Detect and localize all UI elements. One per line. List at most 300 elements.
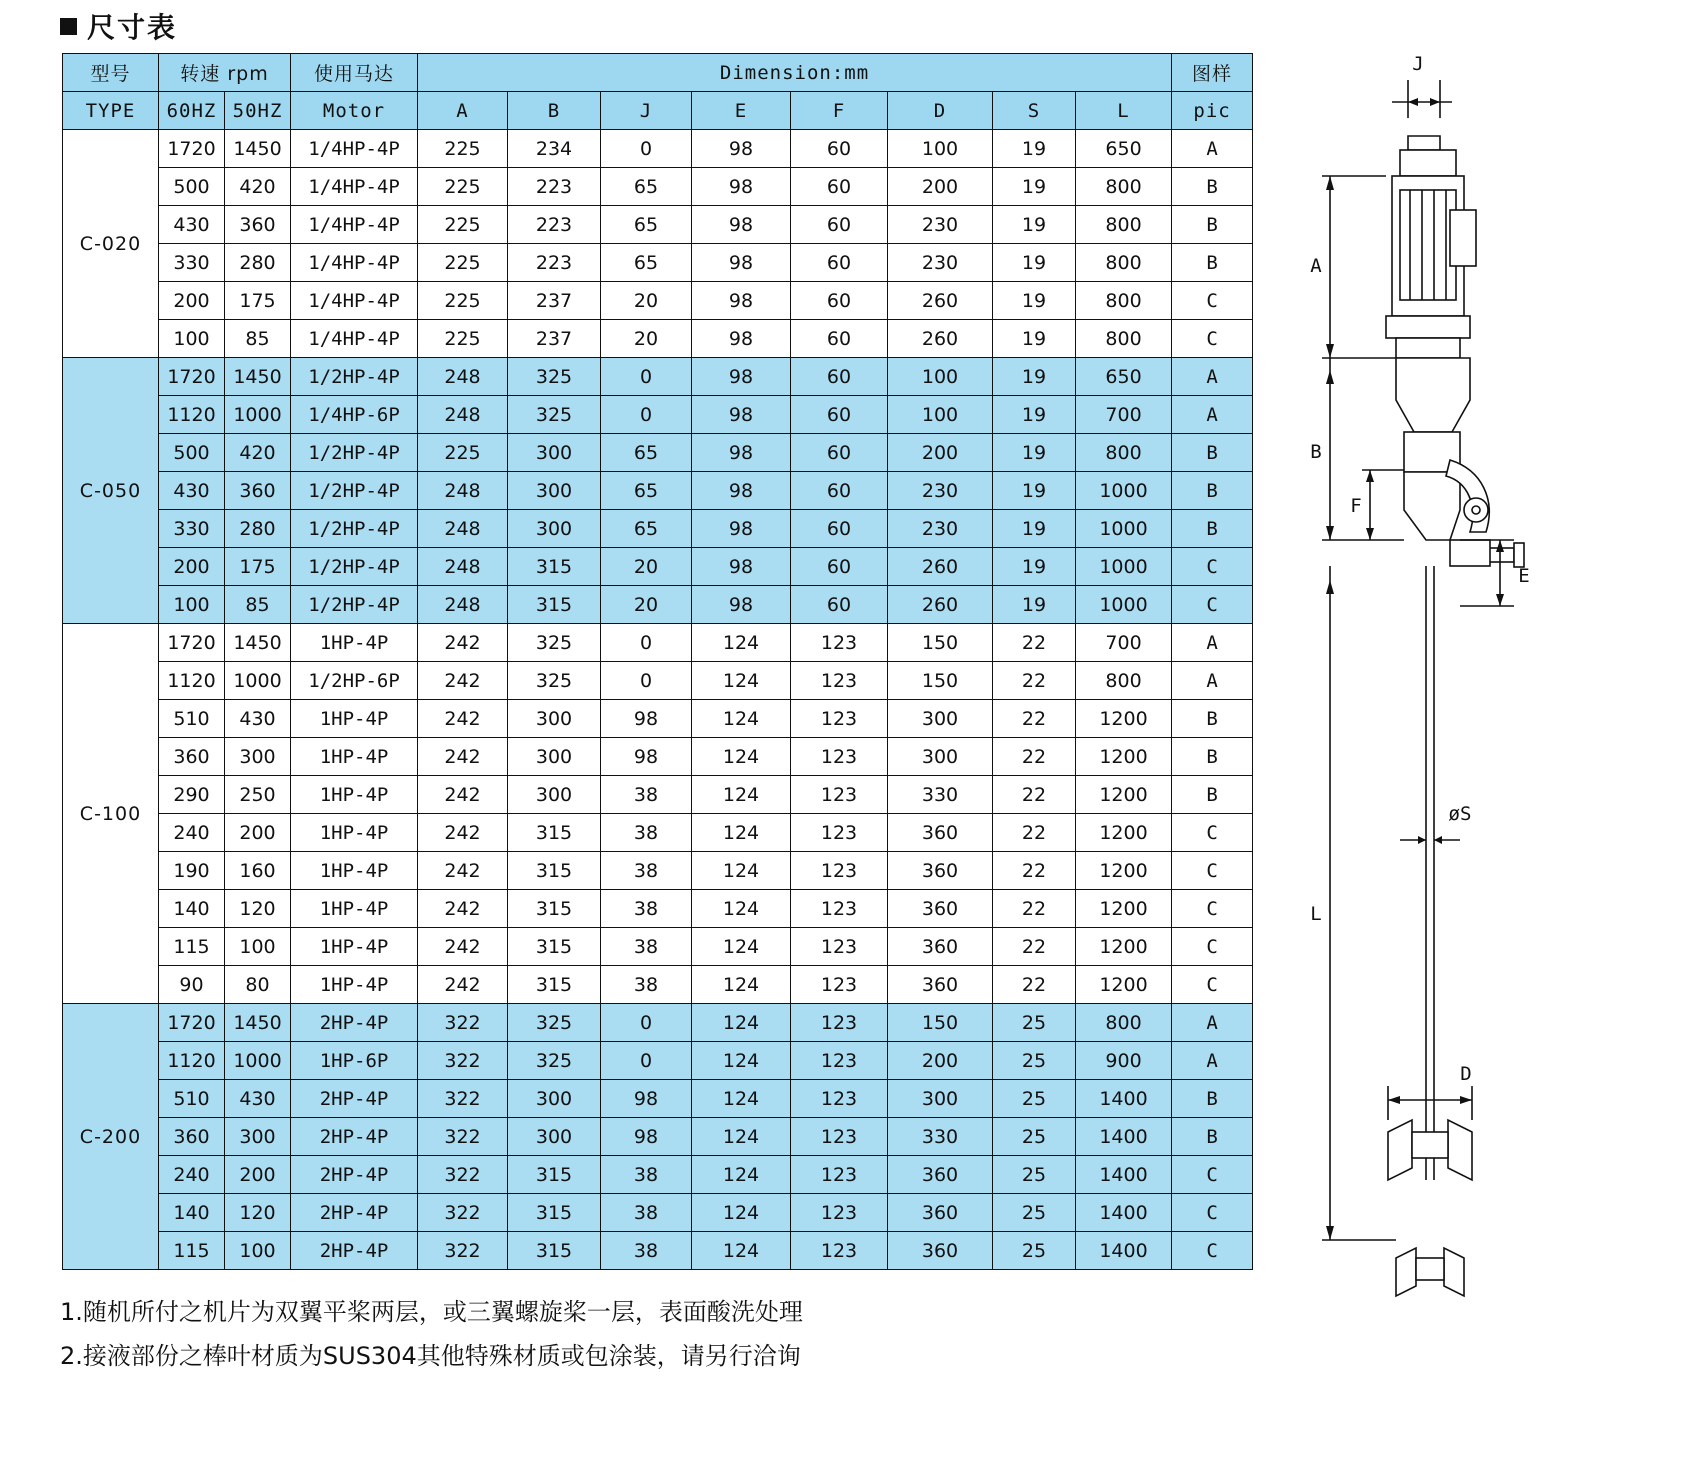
cell-hz60: 115 [159, 928, 225, 966]
cell-a: 225 [418, 282, 508, 320]
cell-hz60: 510 [159, 1080, 225, 1118]
cell-l: 800 [1076, 282, 1172, 320]
table-row [63, 1156, 1253, 1194]
drawing-label-a: A [1310, 255, 1322, 277]
header-col-d: D [888, 92, 993, 130]
cell-hz50: 120 [225, 890, 291, 928]
cell-l: 650 [1076, 130, 1172, 168]
cell-l: 1000 [1076, 472, 1172, 510]
cell-d: 260 [888, 320, 993, 358]
cell-e: 98 [692, 130, 791, 168]
cell-d: 200 [888, 168, 993, 206]
cell-pic: B [1172, 510, 1253, 548]
cell-b: 223 [508, 244, 601, 282]
cell-s: 22 [993, 852, 1076, 890]
cell-b: 223 [508, 168, 601, 206]
cell-j: 65 [601, 206, 692, 244]
cell-a: 242 [418, 624, 508, 662]
cell-hz60: 1120 [159, 662, 225, 700]
cell-hz60: 1120 [159, 1042, 225, 1080]
cell-hz60: 1720 [159, 130, 225, 168]
cell-f: 123 [791, 624, 888, 662]
cell-d: 260 [888, 548, 993, 586]
cell-b: 300 [508, 738, 601, 776]
cell-hz50: 80 [225, 966, 291, 1004]
cell-e: 98 [692, 358, 791, 396]
table-row [63, 1232, 1253, 1270]
cell-hz60: 240 [159, 1156, 225, 1194]
cell-d: 260 [888, 282, 993, 320]
cell-hz50: 175 [225, 548, 291, 586]
cell-d: 230 [888, 510, 993, 548]
dimension-table [62, 53, 1253, 1270]
cell-j: 98 [601, 738, 692, 776]
cell-f: 60 [791, 396, 888, 434]
table-row [63, 814, 1253, 852]
cell-e: 124 [692, 738, 791, 776]
cell-e: 98 [692, 282, 791, 320]
header-col-s: S [993, 92, 1076, 130]
table-row [63, 1118, 1253, 1156]
cell-s: 19 [993, 434, 1076, 472]
cell-a: 248 [418, 472, 508, 510]
cell-f: 123 [791, 1118, 888, 1156]
header-dimension: Dimension:mm [418, 54, 1172, 92]
model-cell: C-100 [63, 624, 159, 1004]
cell-e: 124 [692, 966, 791, 1004]
cell-f: 123 [791, 700, 888, 738]
header-col-f: F [791, 92, 888, 130]
cell-hz50: 280 [225, 510, 291, 548]
cell-motor: 1HP-4P [291, 852, 418, 890]
cell-s: 22 [993, 814, 1076, 852]
cell-b: 315 [508, 586, 601, 624]
cell-pic: C [1172, 586, 1253, 624]
cell-b: 300 [508, 776, 601, 814]
cell-a: 242 [418, 852, 508, 890]
cell-motor: 1/4HP-4P [291, 244, 418, 282]
cell-e: 124 [692, 776, 791, 814]
cell-l: 1200 [1076, 890, 1172, 928]
cell-hz50: 175 [225, 282, 291, 320]
cell-hz50: 100 [225, 928, 291, 966]
cell-hz60: 1720 [159, 624, 225, 662]
cell-j: 0 [601, 396, 692, 434]
cell-l: 800 [1076, 206, 1172, 244]
cell-l: 1000 [1076, 548, 1172, 586]
cell-b: 300 [508, 1118, 601, 1156]
cell-pic: A [1172, 1042, 1253, 1080]
cell-hz50: 85 [225, 586, 291, 624]
cell-motor: 1HP-4P [291, 624, 418, 662]
cell-j: 98 [601, 1118, 692, 1156]
cell-a: 248 [418, 586, 508, 624]
cell-l: 700 [1076, 624, 1172, 662]
cell-hz50: 280 [225, 244, 291, 282]
cell-hz60: 430 [159, 206, 225, 244]
cell-d: 360 [888, 1194, 993, 1232]
cell-b: 300 [508, 510, 601, 548]
cell-motor: 1/2HP-4P [291, 548, 418, 586]
cell-pic: C [1172, 1232, 1253, 1270]
page-title-text: 尺寸表 [87, 11, 178, 44]
cell-hz50: 300 [225, 1118, 291, 1156]
cell-l: 1200 [1076, 966, 1172, 1004]
cell-a: 248 [418, 510, 508, 548]
table-row [63, 700, 1253, 738]
cell-f: 123 [791, 890, 888, 928]
cell-e: 124 [692, 852, 791, 890]
page-title [60, 6, 177, 46]
cell-motor: 1/4HP-4P [291, 168, 418, 206]
cell-pic: B [1172, 1080, 1253, 1118]
cell-hz60: 140 [159, 890, 225, 928]
cell-hz60: 1120 [159, 396, 225, 434]
cell-j: 38 [601, 1232, 692, 1270]
cell-e: 124 [692, 1232, 791, 1270]
cell-b: 315 [508, 1156, 601, 1194]
cell-hz50: 250 [225, 776, 291, 814]
cell-b: 315 [508, 1194, 601, 1232]
cell-d: 360 [888, 852, 993, 890]
cell-l: 1400 [1076, 1118, 1172, 1156]
cell-hz50: 420 [225, 434, 291, 472]
header-pic: 图样 [1172, 54, 1253, 92]
cell-pic: B [1172, 776, 1253, 814]
cell-hz60: 500 [159, 168, 225, 206]
cell-j: 65 [601, 244, 692, 282]
cell-pic: A [1172, 130, 1253, 168]
cell-s: 22 [993, 662, 1076, 700]
cell-e: 98 [692, 586, 791, 624]
cell-b: 325 [508, 1004, 601, 1042]
cell-hz60: 140 [159, 1194, 225, 1232]
cell-motor: 2HP-4P [291, 1232, 418, 1270]
cell-a: 248 [418, 548, 508, 586]
cell-hz60: 200 [159, 548, 225, 586]
cell-s: 19 [993, 396, 1076, 434]
cell-e: 124 [692, 624, 791, 662]
cell-hz50: 120 [225, 1194, 291, 1232]
cell-b: 315 [508, 852, 601, 890]
header-col-b: B [508, 92, 601, 130]
cell-j: 0 [601, 358, 692, 396]
cell-s: 25 [993, 1004, 1076, 1042]
cell-s: 22 [993, 700, 1076, 738]
cell-f: 123 [791, 1232, 888, 1270]
cell-d: 100 [888, 396, 993, 434]
cell-pic: B [1172, 1118, 1253, 1156]
drawing-label-e: E [1518, 565, 1530, 587]
cell-pic: C [1172, 1194, 1253, 1232]
cell-motor: 1/2HP-4P [291, 586, 418, 624]
cell-pic: A [1172, 1004, 1253, 1042]
table-row [63, 244, 1253, 282]
cell-j: 0 [601, 130, 692, 168]
cell-j: 38 [601, 852, 692, 890]
cell-a: 242 [418, 776, 508, 814]
cell-a: 248 [418, 396, 508, 434]
table-row [63, 434, 1253, 472]
table-row [63, 738, 1253, 776]
cell-e: 98 [692, 206, 791, 244]
drawing-label-b: B [1310, 441, 1322, 463]
cell-d: 150 [888, 1004, 993, 1042]
cell-j: 20 [601, 320, 692, 358]
cell-j: 65 [601, 510, 692, 548]
cell-pic: A [1172, 358, 1253, 396]
header-col-e: E [692, 92, 791, 130]
cell-e: 98 [692, 168, 791, 206]
cell-l: 800 [1076, 434, 1172, 472]
cell-l: 800 [1076, 1004, 1172, 1042]
cell-b: 325 [508, 396, 601, 434]
cell-motor: 2HP-4P [291, 1080, 418, 1118]
table-row [63, 928, 1253, 966]
cell-e: 98 [692, 434, 791, 472]
cell-a: 322 [418, 1004, 508, 1042]
cell-motor: 1/2HP-4P [291, 358, 418, 396]
cell-pic: A [1172, 396, 1253, 434]
cell-pic: C [1172, 814, 1253, 852]
header-col-pic: pic [1172, 92, 1253, 130]
cell-f: 123 [791, 852, 888, 890]
square-bullet-icon [60, 18, 77, 35]
cell-l: 1200 [1076, 700, 1172, 738]
cell-pic: B [1172, 244, 1253, 282]
model-cell: C-050 [63, 358, 159, 624]
cell-j: 65 [601, 434, 692, 472]
cell-hz60: 240 [159, 814, 225, 852]
cell-f: 60 [791, 282, 888, 320]
cell-motor: 2HP-4P [291, 1004, 418, 1042]
cell-a: 322 [418, 1232, 508, 1270]
cell-motor: 1HP-4P [291, 928, 418, 966]
cell-s: 19 [993, 282, 1076, 320]
header-col-l: L [1076, 92, 1172, 130]
cell-s: 25 [993, 1156, 1076, 1194]
cell-motor: 1HP-4P [291, 814, 418, 852]
cell-e: 124 [692, 1118, 791, 1156]
cell-s: 19 [993, 472, 1076, 510]
cell-d: 200 [888, 1042, 993, 1080]
cell-s: 19 [993, 130, 1076, 168]
cell-d: 360 [888, 1232, 993, 1270]
cell-b: 315 [508, 928, 601, 966]
cell-hz50: 1000 [225, 1042, 291, 1080]
cell-j: 20 [601, 548, 692, 586]
cell-motor: 2HP-4P [291, 1194, 418, 1232]
cell-d: 230 [888, 244, 993, 282]
cell-d: 360 [888, 814, 993, 852]
cell-b: 223 [508, 206, 601, 244]
table-row [63, 586, 1253, 624]
cell-f: 123 [791, 1194, 888, 1232]
cell-hz50: 360 [225, 206, 291, 244]
cell-f: 123 [791, 1156, 888, 1194]
cell-d: 230 [888, 206, 993, 244]
cell-s: 22 [993, 966, 1076, 1004]
cell-f: 123 [791, 814, 888, 852]
cell-j: 38 [601, 928, 692, 966]
cell-hz50: 200 [225, 814, 291, 852]
cell-pic: C [1172, 852, 1253, 890]
table-row [63, 510, 1253, 548]
header-model: 型号 [63, 54, 159, 92]
cell-a: 322 [418, 1156, 508, 1194]
cell-motor: 1HP-4P [291, 890, 418, 928]
table-row [63, 396, 1253, 434]
cell-s: 19 [993, 586, 1076, 624]
cell-l: 1200 [1076, 738, 1172, 776]
cell-j: 20 [601, 282, 692, 320]
model-cell: C-200 [63, 1004, 159, 1270]
cell-s: 19 [993, 510, 1076, 548]
table-row [63, 358, 1253, 396]
cell-l: 700 [1076, 396, 1172, 434]
cell-pic: C [1172, 320, 1253, 358]
table-row [63, 472, 1253, 510]
cell-motor: 1HP-4P [291, 738, 418, 776]
cell-hz60: 360 [159, 1118, 225, 1156]
cell-motor: 1/4HP-4P [291, 282, 418, 320]
cell-f: 60 [791, 548, 888, 586]
cell-f: 60 [791, 130, 888, 168]
cell-e: 124 [692, 1004, 791, 1042]
cell-d: 360 [888, 966, 993, 1004]
cell-e: 124 [692, 1080, 791, 1118]
cell-a: 322 [418, 1194, 508, 1232]
cell-b: 300 [508, 1080, 601, 1118]
header-col-a: A [418, 92, 508, 130]
cell-hz50: 1450 [225, 130, 291, 168]
cell-a: 322 [418, 1080, 508, 1118]
cell-b: 315 [508, 890, 601, 928]
cell-e: 124 [692, 700, 791, 738]
table-row [63, 1004, 1253, 1042]
table-row [63, 1194, 1253, 1232]
cell-hz60: 1720 [159, 1004, 225, 1042]
cell-motor: 1/4HP-4P [291, 320, 418, 358]
cell-hz60: 430 [159, 472, 225, 510]
cell-s: 19 [993, 206, 1076, 244]
cell-f: 60 [791, 510, 888, 548]
cell-b: 300 [508, 700, 601, 738]
cell-f: 60 [791, 168, 888, 206]
cell-j: 38 [601, 966, 692, 1004]
cell-d: 360 [888, 928, 993, 966]
cell-b: 315 [508, 1232, 601, 1270]
cell-l: 650 [1076, 358, 1172, 396]
header-60hz: 60HZ [159, 92, 225, 130]
cell-hz50: 200 [225, 1156, 291, 1194]
cell-hz50: 1450 [225, 624, 291, 662]
cell-hz60: 115 [159, 1232, 225, 1270]
cell-s: 19 [993, 168, 1076, 206]
header-speed: 转速 rpm [159, 54, 291, 92]
cell-l: 1200 [1076, 776, 1172, 814]
cell-j: 0 [601, 662, 692, 700]
cell-d: 330 [888, 776, 993, 814]
cell-l: 1400 [1076, 1080, 1172, 1118]
header-motor-sub: Motor [291, 92, 418, 130]
table-row [63, 282, 1253, 320]
cell-hz50: 100 [225, 1232, 291, 1270]
cell-f: 60 [791, 434, 888, 472]
cell-s: 25 [993, 1232, 1076, 1270]
cell-j: 0 [601, 624, 692, 662]
cell-d: 260 [888, 586, 993, 624]
table-row [63, 624, 1253, 662]
table-header-row-top [63, 54, 1253, 92]
cell-b: 300 [508, 434, 601, 472]
cell-motor: 1/4HP-4P [291, 130, 418, 168]
note-line-1: 1.随机所付之机片为双翼平桨两层，或三翼螺旋桨一层，表面酸洗处理 [60, 1298, 803, 1326]
cell-b: 315 [508, 966, 601, 1004]
cell-a: 225 [418, 320, 508, 358]
cell-s: 22 [993, 928, 1076, 966]
cell-j: 98 [601, 1080, 692, 1118]
cell-a: 248 [418, 358, 508, 396]
cell-f: 60 [791, 586, 888, 624]
cell-l: 1000 [1076, 586, 1172, 624]
cell-a: 242 [418, 662, 508, 700]
table-row [63, 966, 1253, 1004]
cell-l: 800 [1076, 168, 1172, 206]
cell-d: 150 [888, 662, 993, 700]
cell-b: 325 [508, 624, 601, 662]
cell-l: 1400 [1076, 1232, 1172, 1270]
cell-pic: C [1172, 928, 1253, 966]
table-body [63, 130, 1253, 1270]
cell-hz50: 360 [225, 472, 291, 510]
cell-d: 200 [888, 434, 993, 472]
cell-d: 300 [888, 1080, 993, 1118]
table-row [63, 852, 1253, 890]
cell-f: 60 [791, 320, 888, 358]
table-row [63, 206, 1253, 244]
table-row [63, 1042, 1253, 1080]
cell-l: 1200 [1076, 852, 1172, 890]
cell-a: 242 [418, 890, 508, 928]
cell-e: 124 [692, 1156, 791, 1194]
header-motor: 使用马达 [291, 54, 418, 92]
drawing-label-s: øS [1448, 803, 1472, 825]
cell-pic: B [1172, 738, 1253, 776]
cell-hz60: 90 [159, 966, 225, 1004]
cell-pic: A [1172, 624, 1253, 662]
cell-hz50: 1450 [225, 358, 291, 396]
cell-hz60: 510 [159, 700, 225, 738]
cell-e: 98 [692, 510, 791, 548]
cell-d: 300 [888, 738, 993, 776]
cell-a: 242 [418, 700, 508, 738]
cell-a: 225 [418, 244, 508, 282]
cell-j: 0 [601, 1042, 692, 1080]
cell-b: 234 [508, 130, 601, 168]
cell-s: 19 [993, 244, 1076, 282]
cell-hz50: 430 [225, 1080, 291, 1118]
cell-f: 60 [791, 206, 888, 244]
cell-f: 123 [791, 662, 888, 700]
cell-f: 60 [791, 244, 888, 282]
cell-pic: B [1172, 206, 1253, 244]
cell-s: 25 [993, 1194, 1076, 1232]
cell-motor: 1HP-4P [291, 700, 418, 738]
header-col-j: J [601, 92, 692, 130]
table-row [63, 130, 1253, 168]
cell-f: 60 [791, 472, 888, 510]
